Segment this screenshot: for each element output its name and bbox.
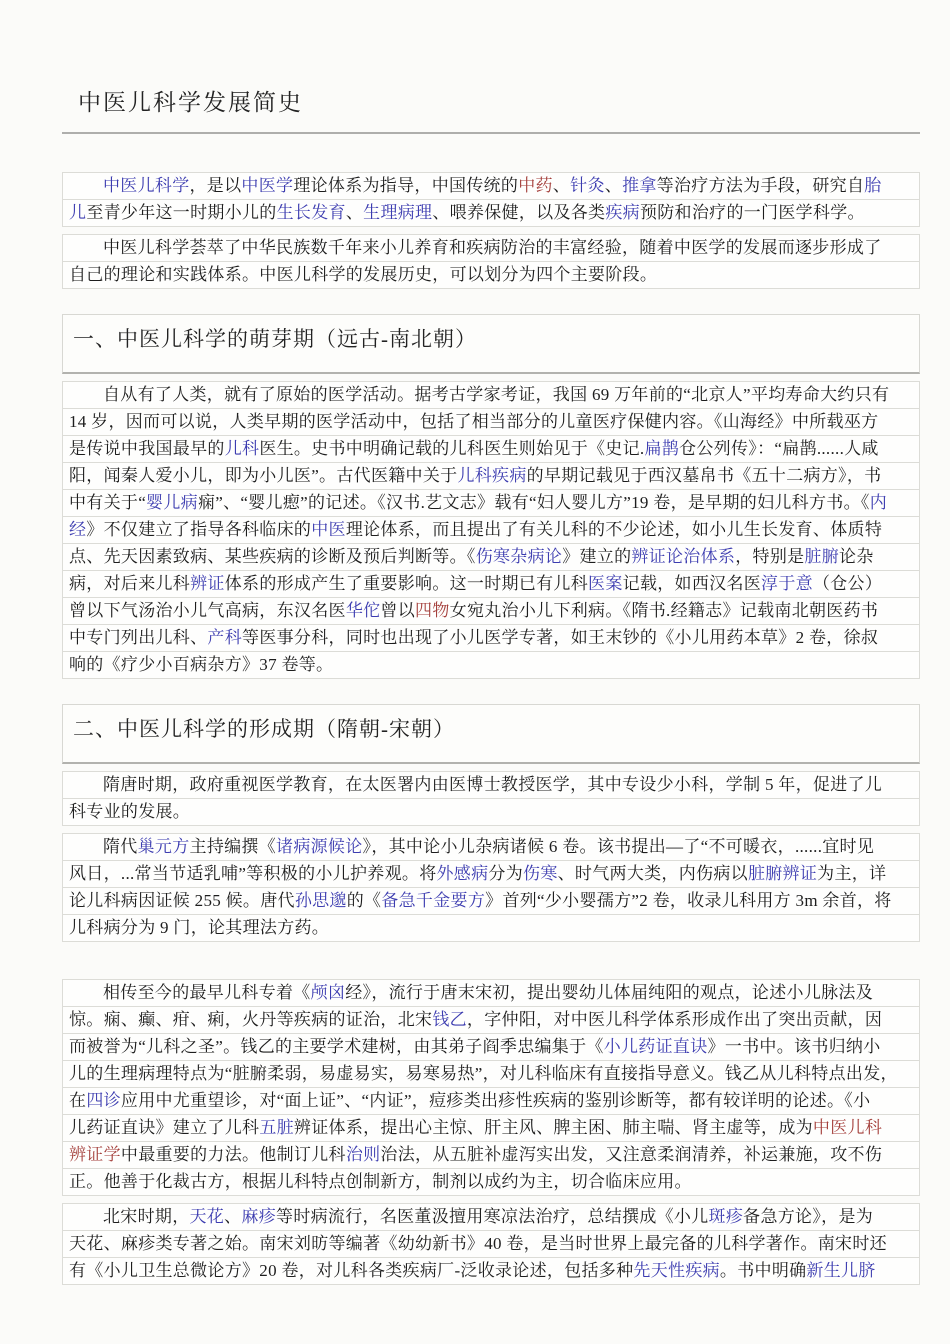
- text-segment: ，是以: [189, 176, 242, 195]
- wiki-link[interactable]: 经: [69, 520, 87, 539]
- text-line: [62, 516, 920, 544]
- text-segment: 分为: [488, 864, 524, 883]
- text-segment: 仓公列传》：“扁鹊......人咸: [679, 439, 879, 458]
- text-line: [62, 1230, 920, 1258]
- text-segment: 》，其中论小儿杂病诸候 6 卷。该书提出—了“不可暖衣，......宜时见: [362, 837, 875, 856]
- text-segment: 正。他善于化裁古方，根据儿科特点创制新方，制剂以成约为主，切合临床应用。: [69, 1172, 692, 1191]
- text-segment: 14 岁，因而可以说，人类早期的医学活动中，包括了相当部分的儿童医疗保健内容。《山海经》中所载巫方: [69, 412, 879, 431]
- wiki-link[interactable]: 辨证学: [69, 1145, 121, 1164]
- wiki-link[interactable]: 天花: [189, 1207, 225, 1226]
- paragraph: [62, 979, 920, 1196]
- text-segment: 儿科病分为 9 门，论其理法方药。: [69, 918, 330, 937]
- text-segment: 、: [224, 1207, 242, 1226]
- wiki-link[interactable]: 五脏: [259, 1118, 294, 1137]
- paragraph: [62, 172, 920, 227]
- wiki-link[interactable]: 淳于意: [761, 574, 813, 593]
- wiki-link[interactable]: 婴儿病: [146, 493, 198, 512]
- text-segment: 风日，...常当节适乳哺”等积极的小儿护养观。将: [69, 864, 437, 883]
- text-segment: 是传说中我国最早的: [69, 439, 225, 458]
- text-segment: 相传至今的最早儿科专着《: [103, 983, 311, 1002]
- text-segment: 北宋时期，: [103, 1207, 190, 1226]
- text-line: [62, 624, 920, 652]
- blank-spacer: [62, 950, 920, 980]
- text-segment: 自己的理论和实践体系。中医儿科学的发展历史，可以划分为四个主要阶段。: [69, 265, 658, 284]
- text-segment: 曾以下气汤治小儿气高病，东汉名医: [69, 601, 346, 620]
- wiki-link[interactable]: 脏腑辨证: [747, 864, 818, 883]
- text-line: [62, 1006, 920, 1034]
- paragraph: [62, 234, 920, 289]
- text-line: [62, 462, 920, 490]
- text-segment: 阳，闻秦人爱小儿，即为小儿医”。古代医籍中关于: [69, 466, 458, 485]
- text-line: [62, 435, 920, 463]
- wiki-link[interactable]: 推拿: [622, 176, 657, 195]
- text-segment: 、: [345, 203, 364, 222]
- text-segment: 病，对后来儿科: [69, 574, 191, 593]
- text-line: [62, 1168, 920, 1196]
- text-line: [62, 261, 920, 289]
- text-segment: 预防和治疗的一门医学科学。: [639, 203, 865, 222]
- wiki-link[interactable]: 医案: [588, 574, 623, 593]
- text-segment: 》建立的: [562, 547, 632, 566]
- wiki-link[interactable]: 疾病: [605, 203, 640, 222]
- document-body: [62, 172, 920, 1285]
- text-segment: 、喂养保健，以及各类: [432, 203, 606, 222]
- paragraph: [62, 833, 920, 942]
- text-segment: 等医事分科，同时也出现了小儿医学专著，如王末钞的《小儿用药本草》2 卷，徐叔: [242, 628, 879, 647]
- text-segment: 理论体系，而且提出了有关儿科的不少论述，如小儿生长发育、体质特: [345, 520, 883, 539]
- text-line: [62, 833, 920, 861]
- wiki-link[interactable]: 华佗: [345, 601, 381, 620]
- wiki-link[interactable]: 外感病: [436, 864, 489, 883]
- wiki-link[interactable]: 儿: [69, 203, 87, 222]
- text-segment: 痫”、“婴儿瘛”的记述。《汉书.艺文志》载有“妇人婴儿方”19 卷，是早期的妇儿科方书。《: [197, 493, 870, 512]
- wiki-link[interactable]: 先天性疾病: [633, 1261, 720, 1280]
- text-segment: 为主，详: [817, 864, 887, 883]
- text-segment: 》一书中。该书归纳小: [707, 1037, 881, 1056]
- wiki-link[interactable]: 辨证: [190, 574, 225, 593]
- wiki-link[interactable]: 伤寒: [523, 864, 558, 883]
- text-segment: 、时气两大类，内伤病以: [557, 864, 748, 883]
- wiki-link[interactable]: 孙思邈: [294, 891, 347, 910]
- text-segment: 中医儿科学荟萃了中华民族数千年来小儿养育和疾病防治的丰富经验，随着中医学的发展而逐步形成了: [103, 238, 882, 257]
- text-segment: 主持编撰《: [189, 837, 277, 856]
- text-segment: 记载，如西汉名医: [622, 574, 762, 593]
- text-line: [62, 860, 920, 888]
- wiki-link[interactable]: 产科: [207, 628, 243, 647]
- text-segment: 治法，从五脏补虚泻实出发，又注意柔润清养，补运兼施，攻不伤: [380, 1145, 883, 1164]
- wiki-link[interactable]: 麻疹: [241, 1207, 277, 1226]
- text-segment: 》首列“少小婴孺方”2 卷，收录儿科用方 3m 余首，将: [485, 891, 892, 910]
- text-segment: （仓公）: [812, 574, 883, 593]
- wiki-link[interactable]: 诸病源候论: [276, 837, 363, 856]
- text-segment: 的《: [346, 891, 382, 910]
- wiki-link[interactable]: 新生儿脐: [806, 1261, 876, 1280]
- text-line: [62, 1257, 920, 1285]
- wiki-link[interactable]: 小儿药证直诀: [603, 1037, 708, 1056]
- text-segment: 惊。痫、癫、疳、痢，火丹等疾病的证治，北宋: [69, 1010, 433, 1029]
- text-segment: 等治疗方法为手段，研究自: [656, 176, 865, 195]
- text-segment: 曾以: [380, 601, 416, 620]
- wiki-link[interactable]: 中医儿科学: [103, 176, 190, 195]
- wiki-link[interactable]: 治则: [345, 1145, 381, 1164]
- wiki-link[interactable]: 钱乙: [432, 1010, 467, 1029]
- document-page: [62, 0, 920, 1293]
- text-line: [62, 771, 920, 799]
- page-title: 中医儿科学发展简史: [78, 90, 303, 115]
- text-line: [62, 199, 920, 227]
- text-segment: 儿的生理病理特点为“脏腑柔弱，易虚易实，易寒易热”，对儿科临床有直接指导意义。钱乙从儿科特点出发，: [69, 1064, 898, 1083]
- text-line: [62, 914, 920, 942]
- text-line: [62, 408, 920, 436]
- text-line: [62, 1033, 920, 1061]
- wiki-link[interactable]: 颅囟: [310, 983, 346, 1002]
- text-segment: 、: [552, 176, 571, 195]
- text-line: [62, 234, 920, 262]
- text-segment: 儿药证直诀》建立了儿科: [69, 1118, 260, 1137]
- text-segment: 隋代: [103, 837, 138, 856]
- text-line: [62, 597, 920, 625]
- text-segment: 响的《疗少小百病杂方》37 卷等。: [69, 655, 334, 674]
- paragraph: [62, 1203, 920, 1285]
- text-segment: 论杂: [839, 547, 874, 566]
- text-line: [62, 172, 920, 200]
- text-segment: 经》，流行于唐末宋初，提出婴幼儿体届纯阳的观点，论述小儿脉法及: [345, 983, 874, 1002]
- text-line: [62, 543, 920, 571]
- paragraph: [62, 771, 920, 826]
- text-segment: 。书中明确: [719, 1261, 807, 1280]
- text-segment: 、: [604, 176, 623, 195]
- text-segment: 等时病流行，名医董汲擅用寒凉法治疗，总结撰成《小儿: [276, 1207, 709, 1226]
- text-segment: ，字仲阳，对中医儿科学体系形成作出了突出贡献，因: [466, 1010, 883, 1029]
- text-segment: 至青少年这一时期小儿的: [86, 203, 277, 222]
- text-line: [62, 798, 920, 826]
- text-segment: 》不仅建立了指导各科临床的: [86, 520, 312, 539]
- wiki-link[interactable]: 针灸: [570, 176, 605, 195]
- wiki-link[interactable]: 巢元方: [137, 837, 190, 856]
- text-segment: 理论体系为指导，中国传统的: [293, 176, 519, 195]
- wiki-link[interactable]: 中医: [311, 520, 346, 539]
- text-segment: 中最重要的力法。他制订儿科: [120, 1145, 346, 1164]
- text-segment: 论儿科病因证候 255 候。唐代: [69, 891, 295, 910]
- text-line: [62, 887, 920, 915]
- text-segment: 自从有了人类，就有了原始的医学活动。据考古学家考证，我国 69 万年前的“北京人”平均寿命大约只有: [103, 385, 890, 404]
- wiki-link[interactable]: 生长发育: [276, 203, 346, 222]
- text-segment: 中有关于“: [69, 493, 147, 512]
- text-segment: 中专门列出儿科、: [69, 628, 208, 647]
- wiki-link[interactable]: 斑疹: [708, 1207, 744, 1226]
- text-segment: 点、先天因素致病、某些疾病的诊断及预后判断等。《: [69, 547, 476, 566]
- wiki-link[interactable]: 脏腑: [804, 547, 840, 566]
- text-segment: 女宛丸治小儿下利病。《隋书.经籍志》记载南北朝医药书: [449, 601, 879, 620]
- text-segment: 医生。史书中明确记载的儿科医生则始见于《史记.: [259, 439, 645, 458]
- wiki-link[interactable]: 内: [869, 493, 887, 512]
- text-line: [62, 381, 920, 409]
- wiki-link[interactable]: 扁鹊: [644, 439, 680, 458]
- wiki-link[interactable]: 中医学: [241, 176, 294, 195]
- wiki-link[interactable]: 中医儿科: [812, 1118, 883, 1137]
- wiki-link[interactable]: 伤寒杂病论: [475, 547, 563, 566]
- wiki-link[interactable]: 备急千金要方: [381, 891, 486, 910]
- wiki-link[interactable]: 中药: [518, 176, 553, 195]
- text-segment: 而被誉为“儿科之圣”。钱乙的主要学术建树，由其弟子阎季忠编集于《: [69, 1037, 604, 1056]
- wiki-link[interactable]: 胎: [864, 176, 882, 195]
- wiki-link[interactable]: 儿科: [224, 439, 260, 458]
- text-line: [62, 651, 920, 679]
- text-line: [62, 1087, 920, 1115]
- text-line: [62, 489, 920, 517]
- text-segment: 体系的形成产生了重要影响。这一时期已有儿科: [224, 574, 589, 593]
- text-line: [62, 1203, 920, 1231]
- text-line: [62, 1141, 920, 1169]
- text-line: [62, 1114, 920, 1142]
- text-segment: 天花、麻疹类专著之始。南宋刘昉等编著《幼幼新书》40 卷，是当时世界上最完备的儿科学著作。南宋时还: [69, 1234, 887, 1253]
- wiki-link[interactable]: 辨证论治体系: [631, 547, 736, 566]
- text-line: [62, 1060, 920, 1088]
- wiki-link[interactable]: 四诊: [86, 1091, 121, 1110]
- title-divider: [62, 132, 920, 134]
- text-segment: 隋唐时期，政府重视医学教育，在太医署内由医博士教授医学，其中专设少小科，学制 5 年，促进了儿: [103, 775, 883, 794]
- text-segment: 的早期记载见于西汉墓帛书《五十二病方》，书: [526, 466, 882, 485]
- text-segment: 备急方论》，是为: [743, 1207, 874, 1226]
- text-segment: 科专业的发展。: [69, 802, 191, 821]
- text-line: [62, 570, 920, 598]
- text-segment: 在: [69, 1091, 87, 1110]
- wiki-link[interactable]: 四物: [415, 601, 450, 620]
- section-heading: 一、中医儿科学的萌芽期（远古-南北朝）: [62, 314, 920, 374]
- text-segment: ，特别是: [735, 547, 805, 566]
- text-segment: 应用中尤重望诊，对“面上证”、“内证”，痘疹类出疹性疾病的鉴别诊断等，都有较详明的论述。《小: [120, 1091, 871, 1110]
- paragraph: [62, 381, 920, 679]
- wiki-link[interactable]: 生理病理: [363, 203, 433, 222]
- text-segment: 有《小儿卫生总微论方》20 卷，对儿科各类疾病厂-泛收录论述，包括多种: [69, 1261, 634, 1280]
- text-line: [62, 979, 920, 1007]
- section-heading: 二、中医儿科学的形成期（隋朝-宋朝）: [62, 704, 920, 764]
- text-segment: 辨证体系，提出心主惊、肝主风、脾主困、肺主喘、肾主虚等，成为: [293, 1118, 813, 1137]
- wiki-link[interactable]: 儿科疾病: [457, 466, 527, 485]
